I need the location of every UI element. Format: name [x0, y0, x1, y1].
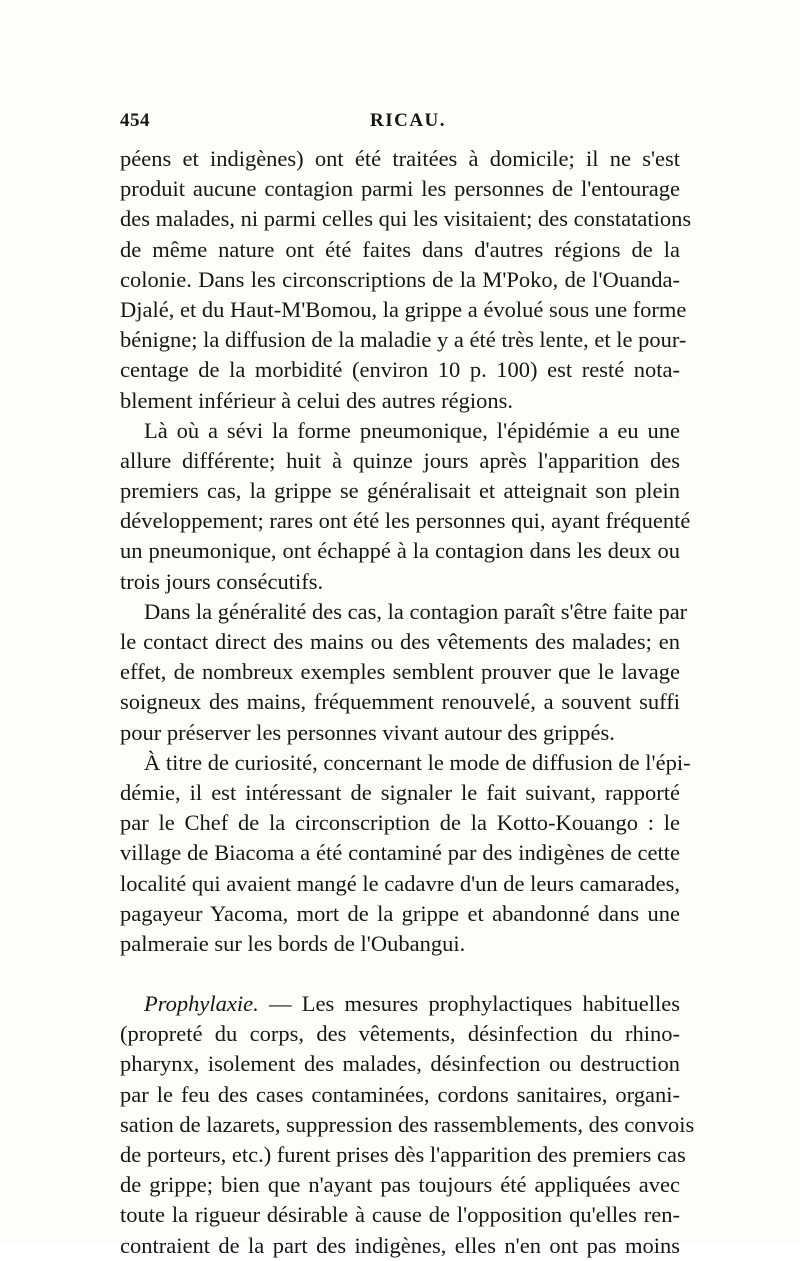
text-line: de grippe; bien que n'ayant pas toujours été appliquées avec	[120, 1172, 680, 1198]
text-line: (propreté du corps, des vêtements, désinfection du rhino-	[120, 1021, 680, 1047]
text-line: Là où a sévi la forme pneumonique, l'épidémie a eu une	[144, 417, 680, 443]
text-line: premiers cas, la grippe se généralisait et atteignait son plein	[120, 478, 680, 504]
text-line: Dans la généralité des cas, la contagion paraît s'être faite par	[144, 598, 688, 624]
text-line	[120, 989, 680, 1019]
text-line: de même nature ont été faites dans d'autres régions de la	[120, 236, 680, 262]
running-head: RICAU.	[370, 110, 447, 131]
page-number: 454	[120, 110, 150, 131]
text-line: trois jours consécutifs.	[120, 568, 324, 594]
section-gap	[120, 959, 680, 989]
text-line: démie, il est intéressant de signaler le fait suivant, rapporté	[120, 779, 680, 805]
text-line: péens et indigènes) ont été traitées à domicile; il ne s'est	[120, 146, 680, 171]
text-line: sation de lazarets, suppression des rassemblements, des convois	[120, 1111, 695, 1137]
text-line: pharynx, isolement des malades, désinfection ou destruction	[120, 1051, 680, 1077]
text-line: produit aucune contagion parmi les personnes de l'entourage	[120, 176, 680, 202]
text-line: soigneux des mains, fréquemment renouvelé, a souvent suffi	[120, 689, 680, 715]
text-line: À titre de curiosité, concernant le mode de diffusion de l'épi-	[144, 749, 691, 775]
text-line: le contact direct des mains ou des vêtements des malades; en	[120, 629, 680, 654]
page-header	[120, 110, 680, 136]
text-line: développement; rares ont été les personnes qui, ayant fréquenté	[120, 508, 691, 534]
paragraph-prophylaxie	[120, 989, 695, 1261]
text-line: colonie. Dans les circonscriptions de la M'Poko, de l'Ouanda-	[120, 266, 680, 292]
text-line: Djalé, et du Haut-M'Bomou, la grippe a évolué sous une forme	[120, 296, 687, 322]
paragraph-3	[120, 597, 688, 748]
text-line: effet, de nombreux exemples semblent prouver que le lavage	[120, 659, 680, 685]
text-line: allure différente; huit à quinze jours après l'apparition des	[120, 447, 680, 473]
text-line: pour préserver les personnes vivant autour des grippés.	[120, 719, 615, 745]
text-line: des malades, ni parmi celles qui les visitaient; des constatations	[120, 206, 692, 232]
heading-continuation: — Les mesures prophylactiques habituelles	[269, 991, 680, 1017]
text-line: blement inférieur à celui des autres régions.	[120, 387, 513, 413]
text-line: localité qui avaient mangé le cadavre d'un de leurs camarades,	[120, 870, 681, 896]
paragraph-4	[120, 748, 691, 959]
text-line: de porteurs, etc.) furent prises dès l'apparition des premiers cas	[120, 1142, 686, 1167]
section-heading: Prophylaxie.	[144, 991, 259, 1017]
paragraph-1	[120, 144, 692, 416]
text-line: par le Chef de la circonscription de la Kotto-Kouango : le	[120, 810, 680, 836]
paragraph-2	[120, 416, 691, 597]
text-line: pagayeur Yacoma, mort de la grippe et abandonné dans une	[120, 900, 680, 926]
text-line: contraient de la part des indigènes, elles n'en ont pas moins	[120, 1232, 680, 1258]
text-line: un pneumonique, ont échappé à la contagion dans les deux ou	[120, 538, 680, 564]
text-line: bénigne; la diffusion de la maladie y a été très lente, et le pour-	[120, 327, 687, 353]
text-line: par le feu des cases contaminées, cordons sanitaires, organi-	[120, 1081, 680, 1107]
text-line: toute la rigueur désirable à cause de l'opposition qu'elles ren-	[120, 1202, 680, 1228]
body-text	[120, 144, 695, 1261]
text-line: centage de la morbidité (environ 10 p. 100) est resté nota-	[120, 357, 680, 383]
text-line: palmeraie sur les bords de l'Oubangui.	[120, 930, 466, 956]
text-line: village de Biacoma a été contaminé par des indigènes de cette	[120, 840, 680, 866]
